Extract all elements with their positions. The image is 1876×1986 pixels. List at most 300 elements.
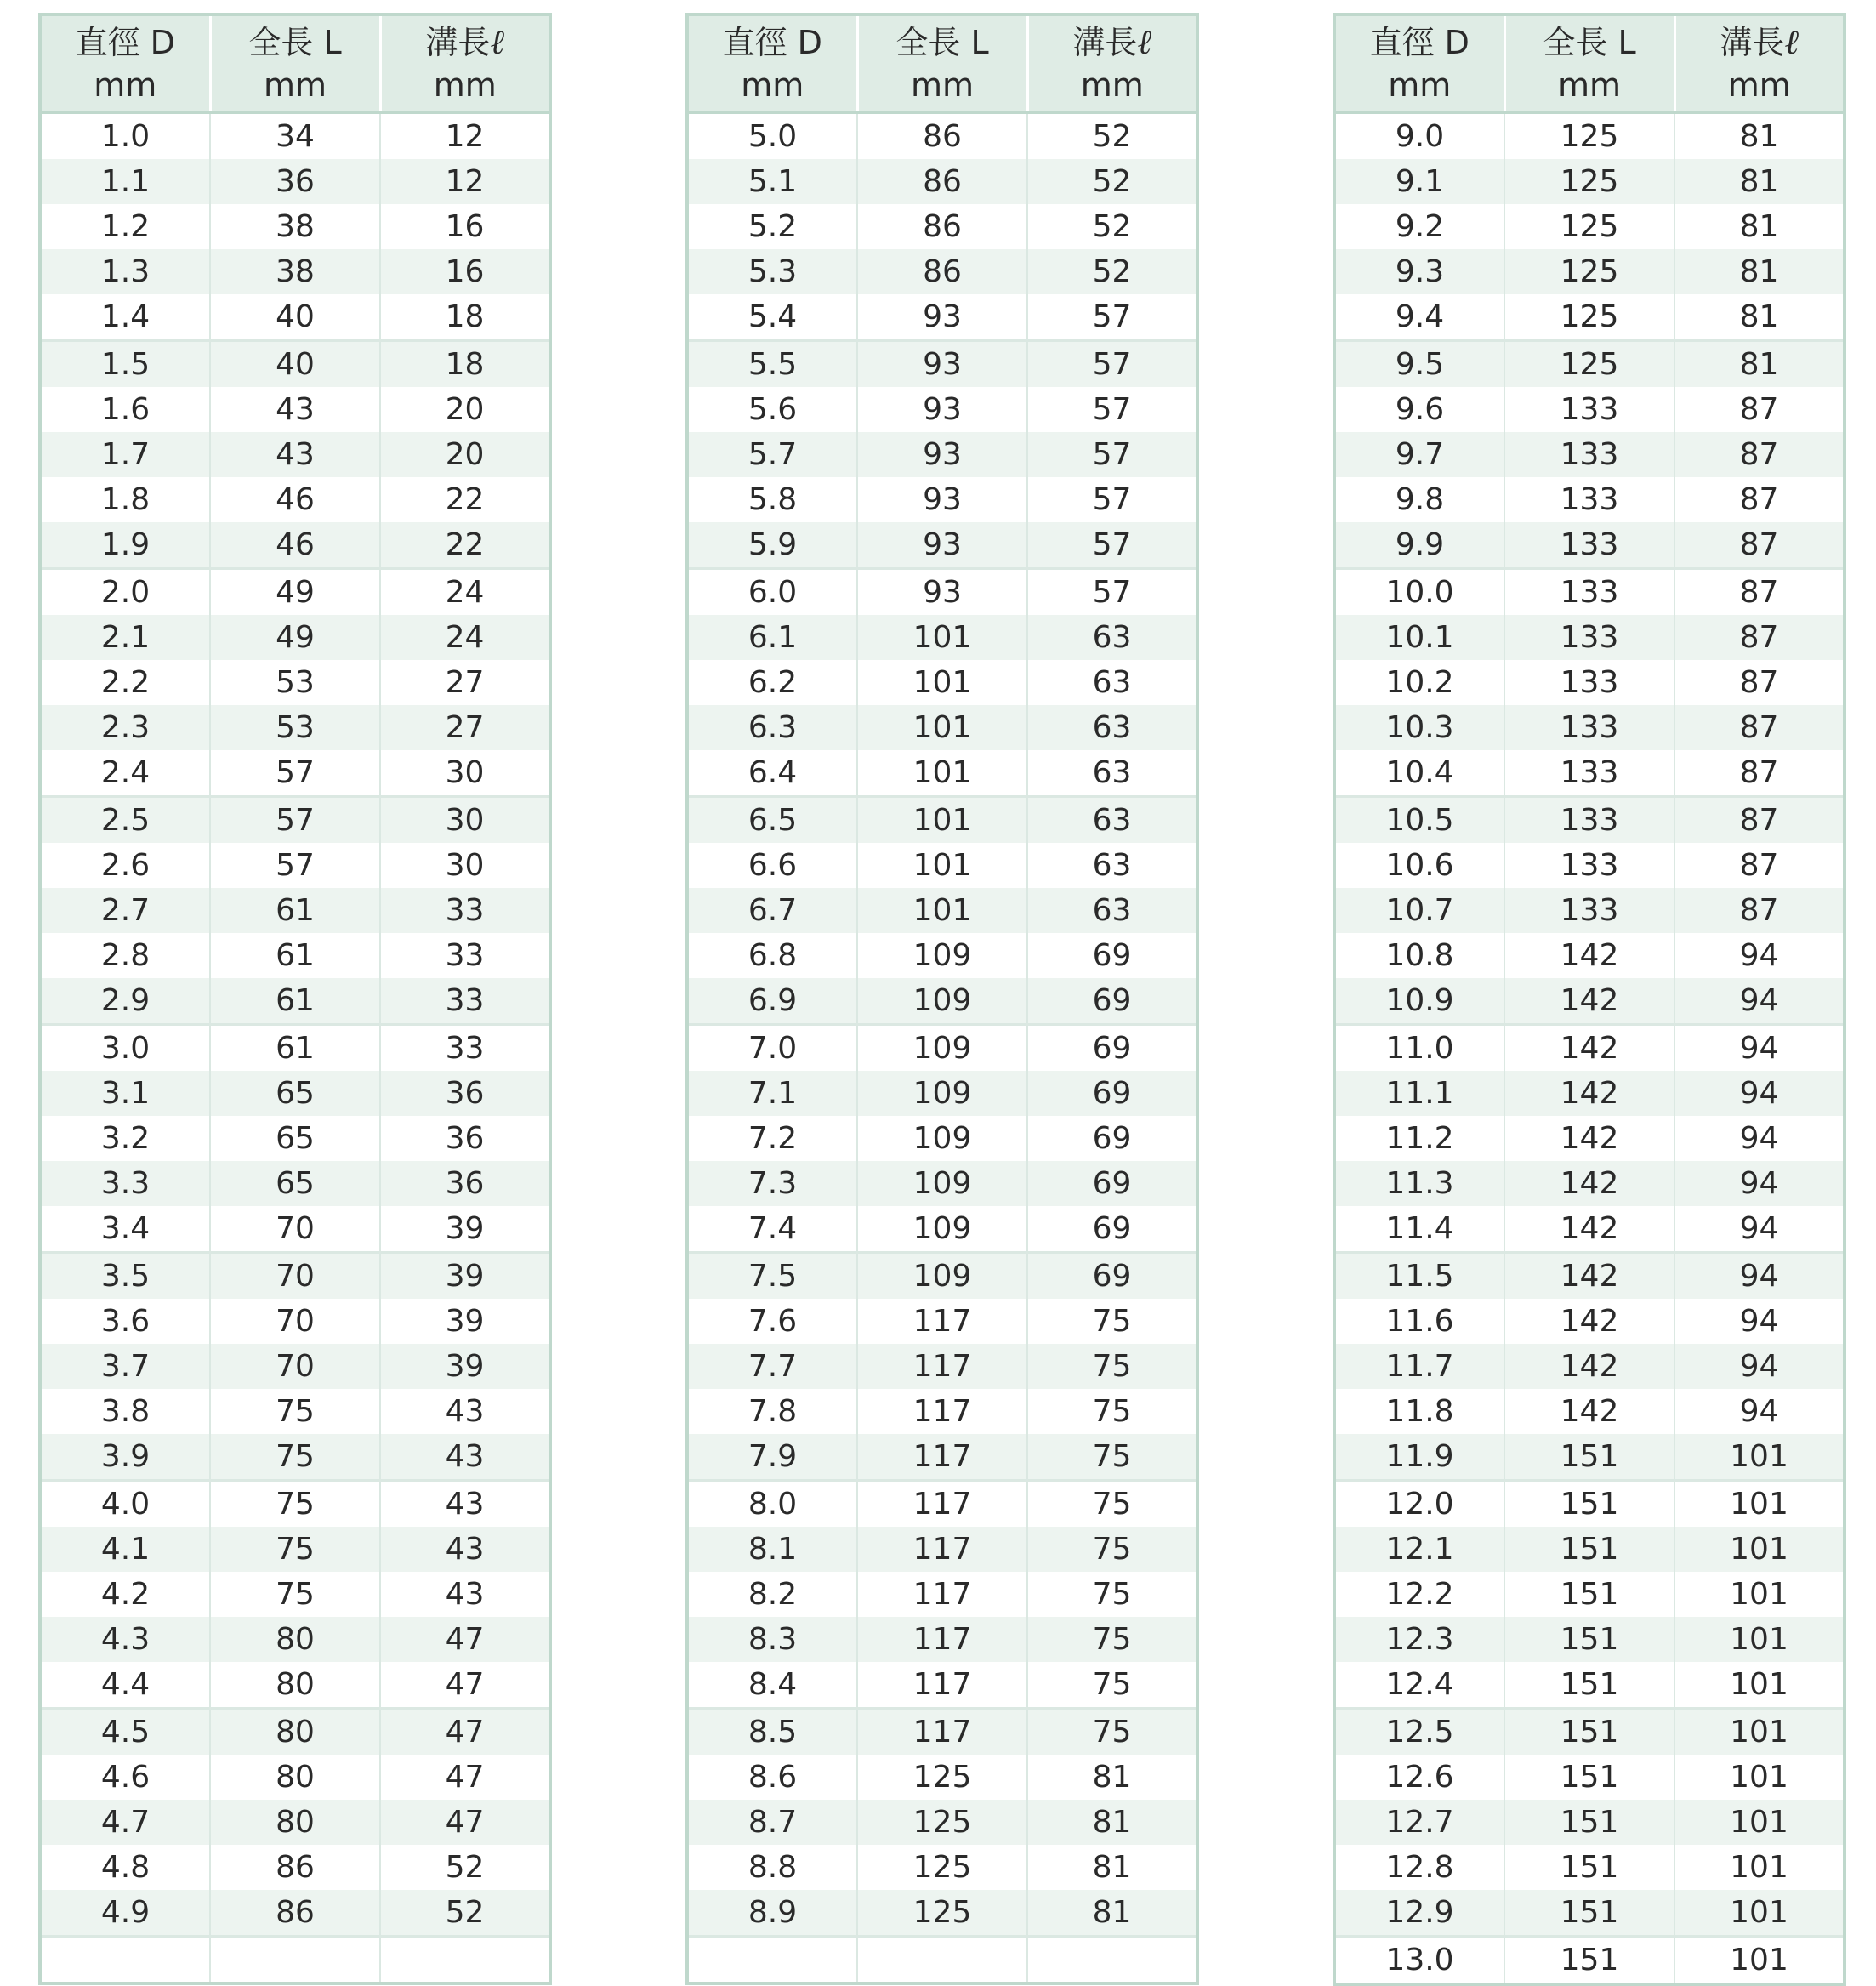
- cell-diameter: 1.9: [40, 522, 210, 569]
- header-row: [1334, 14, 1845, 113]
- cell-diameter: 8.0: [687, 1481, 857, 1528]
- table-row: [40, 159, 550, 204]
- cell-diameter: 9.4: [1334, 294, 1504, 341]
- table-row: [687, 1755, 1197, 1800]
- cell-total-length: 34: [210, 113, 380, 160]
- cell-diameter: 4.3: [40, 1617, 210, 1662]
- spec-table-3: [1333, 13, 1843, 1986]
- cell-flute-length: 39: [380, 1206, 550, 1253]
- header-flute-length-label: [382, 21, 549, 64]
- table-row: [1334, 1071, 1845, 1116]
- header-diameter-label: 直徑 D: [722, 24, 822, 61]
- cell-flute-length: 94: [1674, 1299, 1845, 1344]
- table-row: [687, 1527, 1197, 1572]
- table-row: [40, 750, 550, 797]
- cell-total-length: 61: [210, 933, 380, 978]
- table-row: [40, 1617, 550, 1662]
- cell-diameter: 10.0: [1334, 569, 1504, 616]
- cell-flute-length: 20: [380, 387, 550, 432]
- header-total-length-unit: mm: [1557, 66, 1622, 104]
- table-row: [40, 341, 550, 388]
- cell-flute-length: 94: [1674, 1206, 1845, 1253]
- table-row: [1334, 569, 1845, 616]
- cell-flute-length: 63: [1027, 797, 1197, 844]
- table-row: [1334, 432, 1845, 477]
- cell-total-length: 75: [210, 1572, 380, 1617]
- cell-total-length: 80: [210, 1617, 380, 1662]
- table-row: [1334, 797, 1845, 844]
- cell-flute-length: 101: [1674, 1800, 1845, 1845]
- cell-flute-length: 69: [1027, 1071, 1197, 1116]
- cell-flute-length: 52: [380, 1845, 550, 1890]
- table-row: [687, 522, 1197, 569]
- cell-diameter: 5.8: [687, 477, 857, 522]
- cell-flute-length: 57: [1027, 569, 1197, 616]
- cell-flute-length: 30: [380, 843, 550, 888]
- cell-diameter: 4.7: [40, 1800, 210, 1845]
- table-row: [40, 1206, 550, 1253]
- table-body: [1334, 113, 1845, 1985]
- cell-total-length: 70: [210, 1344, 380, 1389]
- cell-flute-length: 24: [380, 615, 550, 660]
- table-row: [1334, 888, 1845, 933]
- cell-diameter: 1.6: [40, 387, 210, 432]
- header-flute-length-prefix: 溝長: [1720, 24, 1785, 61]
- table-row: [40, 1662, 550, 1709]
- table-row: [1334, 1434, 1845, 1481]
- header-diameter-label: 直徑 D: [75, 24, 175, 61]
- cell-flute-length: 12: [380, 159, 550, 204]
- cell-total-length: 38: [210, 204, 380, 249]
- cell-flute-length: [1027, 1937, 1197, 1984]
- cell-diameter: 7.6: [687, 1299, 857, 1344]
- cell-total-length: 101: [857, 750, 1027, 797]
- cell-total-length: 151: [1504, 1709, 1674, 1756]
- cell-flute-length: 81: [1674, 113, 1845, 160]
- table-row: [1334, 1481, 1845, 1528]
- cell-diameter: 12.6: [1334, 1755, 1504, 1800]
- cell-total-length: 142: [1504, 1161, 1674, 1206]
- table-row: [40, 1890, 550, 1937]
- cell-diameter: 10.9: [1334, 978, 1504, 1025]
- header-diameter-unit: mm: [94, 66, 157, 104]
- cell-total-length: 151: [1504, 1481, 1674, 1528]
- cell-total-length: 125: [1504, 159, 1674, 204]
- table-row: [1334, 615, 1845, 660]
- cell-flute-length: 69: [1027, 978, 1197, 1025]
- cell-diameter: 9.7: [1334, 432, 1504, 477]
- table-row: [1334, 1800, 1845, 1845]
- cell-flute-length: 81: [1027, 1800, 1197, 1845]
- cell-diameter: 1.5: [40, 341, 210, 388]
- table-row: [40, 249, 550, 294]
- cell-total-length: 151: [1504, 1527, 1674, 1572]
- cell-flute-length: 75: [1027, 1389, 1197, 1434]
- cell-total-length: 93: [857, 294, 1027, 341]
- table-row: [687, 1389, 1197, 1434]
- table-row: [1334, 159, 1845, 204]
- cell-diameter: 10.6: [1334, 843, 1504, 888]
- cell-diameter: 4.1: [40, 1527, 210, 1572]
- cell-total-length: 65: [210, 1071, 380, 1116]
- cell-flute-length: 63: [1027, 615, 1197, 660]
- cell-flute-length: 75: [1027, 1344, 1197, 1389]
- table-row: [687, 1709, 1197, 1756]
- cell-total-length: 109: [857, 1071, 1027, 1116]
- table-body: [687, 113, 1197, 1984]
- cell-total-length: 133: [1504, 660, 1674, 705]
- cell-diameter: 12.8: [1334, 1845, 1504, 1890]
- cell-flute-length: 101: [1674, 1709, 1845, 1756]
- table-row: [687, 660, 1197, 705]
- table-row: [687, 1937, 1197, 1984]
- cell-diameter: 12.0: [1334, 1481, 1504, 1528]
- cell-total-length: 80: [210, 1800, 380, 1845]
- cell-diameter: 5.2: [687, 204, 857, 249]
- table-row: [40, 1161, 550, 1206]
- cell-flute-length: 52: [1027, 249, 1197, 294]
- cell-flute-length: 101: [1674, 1572, 1845, 1617]
- header-flute-length-unit: mm: [433, 66, 497, 104]
- cell-diameter: 12.2: [1334, 1572, 1504, 1617]
- cell-diameter: 11.9: [1334, 1434, 1504, 1481]
- cell-flute-length: 33: [380, 1025, 550, 1072]
- cell-diameter: 9.3: [1334, 249, 1504, 294]
- cell-total-length: 93: [857, 341, 1027, 388]
- cell-diameter: 2.6: [40, 843, 210, 888]
- cell-total-length: 125: [857, 1845, 1027, 1890]
- cell-total-length: 142: [1504, 1299, 1674, 1344]
- table-row: [687, 432, 1197, 477]
- header-total-length: [857, 14, 1027, 113]
- table-row: [687, 1253, 1197, 1300]
- cell-diameter: 3.4: [40, 1206, 210, 1253]
- spec-table: [38, 13, 552, 1985]
- cell-total-length: 70: [210, 1206, 380, 1253]
- cell-diameter: 9.9: [1334, 522, 1504, 569]
- table-row: [687, 341, 1197, 388]
- table-row: [1334, 1937, 1845, 1985]
- cell-flute-length: 16: [380, 204, 550, 249]
- table-row: [1334, 522, 1845, 569]
- table-row: [1334, 1206, 1845, 1253]
- table-row: [687, 1434, 1197, 1481]
- header-flute-length-symbol: ℓ: [490, 23, 505, 62]
- cell-diameter: 5.1: [687, 159, 857, 204]
- cell-diameter: 8.3: [687, 1617, 857, 1662]
- table-row: [1334, 1389, 1845, 1434]
- table-row: [687, 1025, 1197, 1072]
- cell-flute-length: 57: [1027, 341, 1197, 388]
- cell-diameter: 1.8: [40, 477, 210, 522]
- cell-diameter: 7.4: [687, 1206, 857, 1253]
- cell-diameter: 11.1: [1334, 1071, 1504, 1116]
- cell-flute-length: 30: [380, 797, 550, 844]
- cell-diameter: 6.9: [687, 978, 857, 1025]
- cell-flute-length: 87: [1674, 750, 1845, 797]
- cell-total-length: 61: [210, 888, 380, 933]
- table-row: [687, 843, 1197, 888]
- cell-total-length: 133: [1504, 888, 1674, 933]
- cell-total-length: 65: [210, 1116, 380, 1161]
- cell-diameter: 6.1: [687, 615, 857, 660]
- cell-diameter: 2.7: [40, 888, 210, 933]
- cell-total-length: 142: [1504, 1025, 1674, 1072]
- cell-diameter: 12.1: [1334, 1527, 1504, 1572]
- cell-diameter: 3.7: [40, 1344, 210, 1389]
- header-flute-length-symbol: ℓ: [1784, 23, 1799, 62]
- cell-diameter: 4.5: [40, 1709, 210, 1756]
- cell-diameter: 4.8: [40, 1845, 210, 1890]
- table-row: [40, 432, 550, 477]
- cell-total-length: 142: [1504, 1116, 1674, 1161]
- cell-total-length: 133: [1504, 477, 1674, 522]
- table-row: [1334, 249, 1845, 294]
- cell-flute-length: 57: [1027, 522, 1197, 569]
- cell-flute-length: 81: [1674, 159, 1845, 204]
- cell-diameter: 8.4: [687, 1662, 857, 1709]
- table-row: [687, 1890, 1197, 1937]
- table-row: [40, 522, 550, 569]
- cell-flute-length: 43: [380, 1572, 550, 1617]
- cell-flute-length: 81: [1674, 341, 1845, 388]
- cell-diameter: 10.5: [1334, 797, 1504, 844]
- cell-flute-length: 87: [1674, 477, 1845, 522]
- spec-table-1: [38, 13, 549, 1985]
- table-row: [687, 1845, 1197, 1890]
- cell-diameter: 1.2: [40, 204, 210, 249]
- table-row: [40, 1755, 550, 1800]
- cell-diameter: 10.7: [1334, 888, 1504, 933]
- header-total-length-unit: mm: [263, 66, 327, 104]
- cell-flute-length: 18: [380, 341, 550, 388]
- table-row: [1334, 1709, 1845, 1756]
- cell-total-length: 151: [1504, 1617, 1674, 1662]
- cell-flute-length: 52: [1027, 113, 1197, 160]
- cell-flute-length: 101: [1674, 1527, 1845, 1572]
- table-row: [40, 1299, 550, 1344]
- cell-diameter: 2.0: [40, 569, 210, 616]
- cell-total-length: 40: [210, 341, 380, 388]
- cell-diameter: 11.7: [1334, 1344, 1504, 1389]
- cell-total-length: 49: [210, 569, 380, 616]
- cell-flute-length: 87: [1674, 843, 1845, 888]
- cell-total-length: 101: [857, 843, 1027, 888]
- cell-flute-length: 57: [1027, 294, 1197, 341]
- cell-diameter: 5.0: [687, 113, 857, 160]
- cell-total-length: 93: [857, 477, 1027, 522]
- cell-total-length: 151: [1504, 1890, 1674, 1937]
- table-row: [1334, 477, 1845, 522]
- cell-flute-length: 75: [1027, 1434, 1197, 1481]
- cell-diameter: 11.0: [1334, 1025, 1504, 1072]
- cell-flute-length: 43: [380, 1481, 550, 1528]
- table-row: [40, 569, 550, 616]
- cell-flute-length: 94: [1674, 1025, 1845, 1072]
- cell-diameter: 8.9: [687, 1890, 857, 1937]
- cell-flute-length: 94: [1674, 978, 1845, 1025]
- header-diameter: [40, 14, 210, 113]
- cell-total-length: 142: [1504, 1344, 1674, 1389]
- table-row: [40, 113, 550, 160]
- cell-flute-length: [380, 1937, 550, 1984]
- table-body: [40, 113, 550, 1984]
- cell-total-length: 36: [210, 159, 380, 204]
- cell-flute-length: 94: [1674, 933, 1845, 978]
- table-row: [40, 933, 550, 978]
- cell-flute-length: 43: [380, 1527, 550, 1572]
- cell-total-length: 117: [857, 1434, 1027, 1481]
- cell-total-length: 117: [857, 1344, 1027, 1389]
- table-row: [40, 660, 550, 705]
- cell-total-length: 133: [1504, 843, 1674, 888]
- cell-diameter: 2.5: [40, 797, 210, 844]
- header-diameter: [687, 14, 857, 113]
- cell-flute-length: 36: [380, 1071, 550, 1116]
- cell-diameter: 1.7: [40, 432, 210, 477]
- cell-total-length: 65: [210, 1161, 380, 1206]
- cell-total-length: 38: [210, 249, 380, 294]
- table-row: [40, 387, 550, 432]
- cell-total-length: 125: [857, 1890, 1027, 1937]
- cell-diameter: 5.7: [687, 432, 857, 477]
- table-row: [1334, 750, 1845, 797]
- cell-total-length: 80: [210, 1755, 380, 1800]
- table-row: [40, 1937, 550, 1984]
- cell-flute-length: 87: [1674, 705, 1845, 750]
- cell-flute-length: 81: [1027, 1845, 1197, 1890]
- cell-total-length: 142: [1504, 1071, 1674, 1116]
- cell-diameter: 4.4: [40, 1662, 210, 1709]
- header-total-length: [210, 14, 380, 113]
- header-flute-length-unit: mm: [1080, 66, 1144, 104]
- cell-diameter: 9.5: [1334, 341, 1504, 388]
- cell-flute-length: 63: [1027, 750, 1197, 797]
- cell-diameter: 1.3: [40, 249, 210, 294]
- cell-flute-length: 63: [1027, 888, 1197, 933]
- table-row: [40, 204, 550, 249]
- cell-diameter: 7.0: [687, 1025, 857, 1072]
- table-row: [687, 1617, 1197, 1662]
- cell-total-length: 109: [857, 1161, 1027, 1206]
- table-row: [687, 387, 1197, 432]
- table-row: [40, 1253, 550, 1300]
- table-row: [1334, 1755, 1845, 1800]
- cell-total-length: 151: [1504, 1845, 1674, 1890]
- cell-flute-length: 52: [1027, 159, 1197, 204]
- cell-total-length: 49: [210, 615, 380, 660]
- cell-flute-length: 39: [380, 1344, 550, 1389]
- table-row: [40, 978, 550, 1025]
- cell-diameter: 9.8: [1334, 477, 1504, 522]
- table-row: [40, 477, 550, 522]
- cell-diameter: 2.4: [40, 750, 210, 797]
- cell-diameter: 3.5: [40, 1253, 210, 1300]
- header-total-length-unit: mm: [910, 66, 975, 104]
- table-row: [687, 797, 1197, 844]
- header-flute-length-symbol: ℓ: [1137, 23, 1152, 62]
- cell-diameter: 2.3: [40, 705, 210, 750]
- cell-flute-length: 69: [1027, 1025, 1197, 1072]
- cell-total-length: 61: [210, 978, 380, 1025]
- cell-flute-length: 69: [1027, 1161, 1197, 1206]
- cell-diameter: 1.4: [40, 294, 210, 341]
- table-row: [687, 750, 1197, 797]
- cell-flute-length: 69: [1027, 1206, 1197, 1253]
- cell-flute-length: 87: [1674, 569, 1845, 616]
- cell-diameter: 3.3: [40, 1161, 210, 1206]
- cell-diameter: 8.1: [687, 1527, 857, 1572]
- cell-total-length: 133: [1504, 615, 1674, 660]
- cell-diameter: 2.8: [40, 933, 210, 978]
- cell-total-length: 125: [857, 1800, 1027, 1845]
- table-row: [687, 1206, 1197, 1253]
- cell-total-length: 133: [1504, 522, 1674, 569]
- cell-diameter: 2.9: [40, 978, 210, 1025]
- cell-flute-length: 69: [1027, 933, 1197, 978]
- cell-diameter: 3.8: [40, 1389, 210, 1434]
- cell-diameter: 11.5: [1334, 1253, 1504, 1300]
- cell-total-length: 75: [210, 1434, 380, 1481]
- table-row: [40, 615, 550, 660]
- cell-flute-length: 24: [380, 569, 550, 616]
- table-row: [687, 705, 1197, 750]
- cell-total-length: 93: [857, 387, 1027, 432]
- header-diameter-label: 直徑 D: [1369, 24, 1470, 61]
- cell-diameter: 4.9: [40, 1890, 210, 1937]
- cell-total-length: 151: [1504, 1937, 1674, 1985]
- cell-flute-length: 69: [1027, 1116, 1197, 1161]
- cell-total-length: 142: [1504, 1206, 1674, 1253]
- cell-flute-length: 36: [380, 1161, 550, 1206]
- cell-flute-length: 47: [380, 1617, 550, 1662]
- header-row: [687, 14, 1197, 113]
- cell-total-length: 109: [857, 1253, 1027, 1300]
- cell-flute-length: 52: [380, 1890, 550, 1937]
- table-row: [687, 888, 1197, 933]
- cell-total-length: 125: [857, 1755, 1027, 1800]
- cell-total-length: 101: [857, 888, 1027, 933]
- table-row: [687, 1344, 1197, 1389]
- table-row: [1334, 933, 1845, 978]
- cell-diameter: 10.2: [1334, 660, 1504, 705]
- cell-diameter: 9.1: [1334, 159, 1504, 204]
- cell-flute-length: 36: [380, 1116, 550, 1161]
- cell-total-length: 125: [1504, 204, 1674, 249]
- cell-flute-length: 63: [1027, 843, 1197, 888]
- cell-total-length: 133: [1504, 432, 1674, 477]
- cell-flute-length: 39: [380, 1253, 550, 1300]
- cell-total-length: 133: [1504, 387, 1674, 432]
- table-row: [1334, 1890, 1845, 1937]
- table-row: [687, 1481, 1197, 1528]
- cell-diameter: 5.3: [687, 249, 857, 294]
- cell-flute-length: 75: [1027, 1572, 1197, 1617]
- table-row: [1334, 1617, 1845, 1662]
- cell-total-length: 151: [1504, 1800, 1674, 1845]
- header-flute-length-label: [1029, 21, 1197, 64]
- header-diameter-unit: mm: [741, 66, 804, 104]
- header-flute-length-prefix: 溝長: [425, 24, 491, 61]
- cell-diameter: 3.1: [40, 1071, 210, 1116]
- cell-diameter: [40, 1937, 210, 1984]
- cell-total-length: 151: [1504, 1434, 1674, 1481]
- cell-flute-length: 52: [1027, 204, 1197, 249]
- cell-total-length: 43: [210, 432, 380, 477]
- cell-total-length: 101: [857, 797, 1027, 844]
- cell-total-length: 86: [857, 113, 1027, 160]
- cell-diameter: 13.0: [1334, 1937, 1504, 1985]
